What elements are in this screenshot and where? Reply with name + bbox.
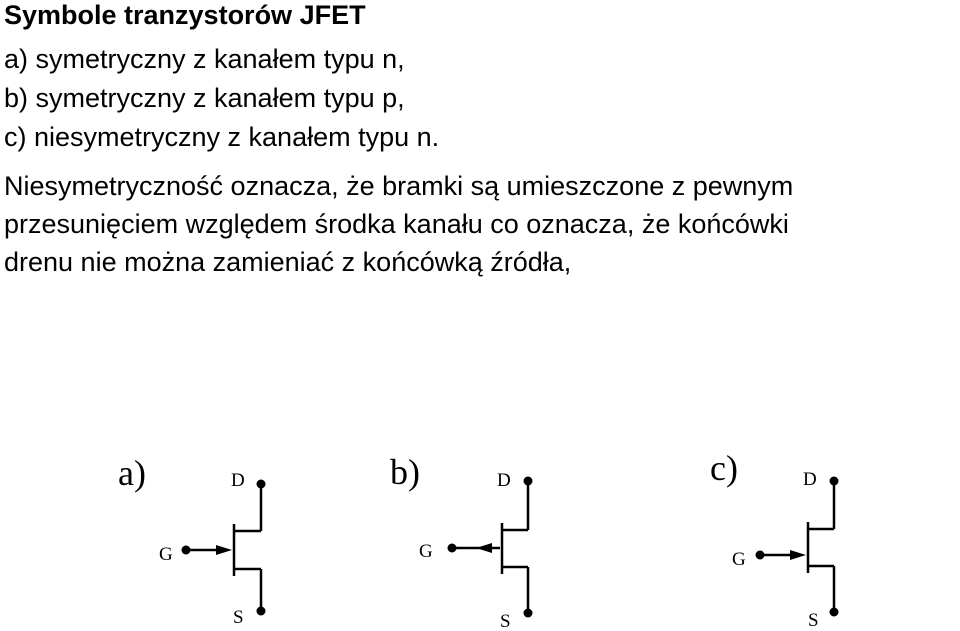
list-item-c: c) niesymetryczny z kanałem typu n. [4, 122, 440, 152]
symbol-a-source-terminal [257, 607, 266, 616]
symbol-c-source-terminal [830, 608, 839, 617]
symbol-b-source-terminal [524, 609, 533, 618]
symbol-b-source-label: S [500, 611, 511, 631]
symbol-a-label: a) [118, 453, 146, 493]
symbol-a-drain-label: D [231, 470, 245, 491]
symbol-a-gate-arrow [216, 545, 232, 555]
symbol-c-gate-terminal [756, 551, 765, 560]
symbol-c-source-label: S [808, 610, 819, 631]
symbol-b-drain-terminal [524, 477, 533, 486]
paragraph-line-2: przesunięciem względem środka kanału co oznacza, że końcówki [4, 209, 789, 239]
symbol-c-gate-label: G [732, 549, 746, 570]
symbol-b-gate-arrow [476, 543, 492, 553]
page-title: Symbole tranzystorów JFET [4, 0, 366, 30]
paragraph-line-3: drenu nie można zamieniać z końcówką źródła, [4, 247, 572, 277]
symbol-c-drain-terminal [830, 477, 839, 486]
asymmetry-description [4, 167, 960, 281]
list-item-a: a) symetryczny z kanałem typu n, [4, 44, 405, 74]
symbol-b-gate-label: G [419, 541, 433, 562]
symbol-a-gate-label: G [159, 544, 173, 565]
symbol-b-gate-terminal [448, 544, 457, 553]
symbol-b-label: b) [390, 452, 420, 492]
symbol-a-source-label: S [233, 607, 244, 628]
symbol-c-drain-label: D [803, 469, 817, 490]
list-item-b: b) symetryczny z kanałem typu p, [4, 83, 405, 113]
symbol-a-drain-terminal [257, 480, 266, 489]
jfet-symbols-diagram [0, 440, 960, 631]
symbol-c-label: c) [710, 448, 738, 488]
symbol-b-drain-label: D [497, 470, 511, 491]
symbol-a [118, 453, 266, 628]
symbol-c-gate-arrow [790, 550, 806, 560]
symbol-a-gate-terminal [182, 546, 191, 555]
symbol-c [710, 448, 839, 631]
jfet-type-list [4, 40, 439, 157]
symbol-b [390, 452, 533, 631]
symbol-c-lines [760, 481, 834, 612]
paragraph-line-1: Niesymetryczność oznacza, że bramki są umieszczone z pewnym [4, 171, 794, 201]
